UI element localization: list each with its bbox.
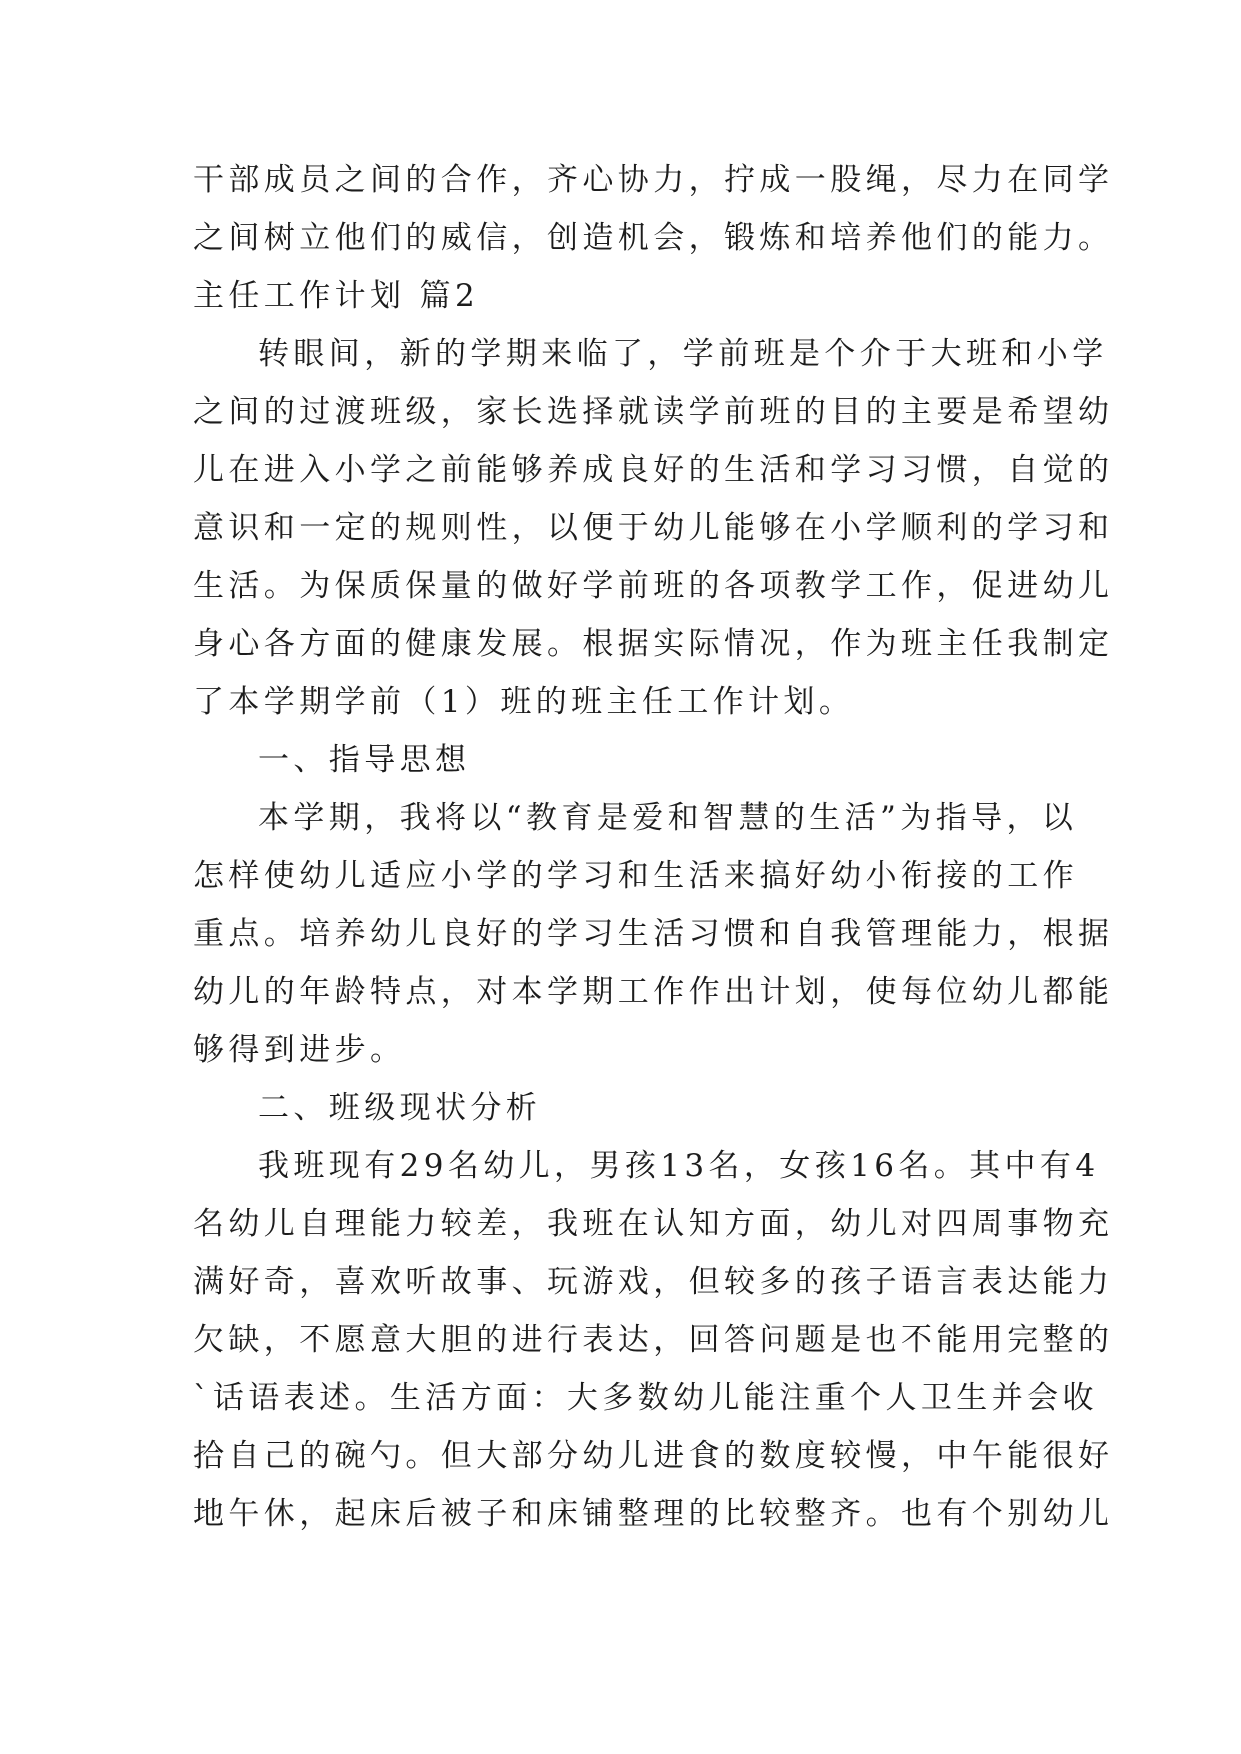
text-line: `话语表述。生活方面：大多数幼儿能注重个人卫生并会收 [193, 1380, 1098, 1416]
text-line: 了本学期学前（1）班的班主任工作计划。 [193, 684, 855, 720]
text-line: 意识和一定的规则性，以便于幼儿能够在小学顺利的学习和 [193, 510, 1114, 546]
subsection-heading: 一、指导思想 [258, 742, 471, 778]
text-line: 身心各方面的健康发展。根据实际情况，作为班主任我制定 [193, 626, 1114, 662]
text-line: 我班现有29名幼儿，男孩13名，女孩16名。其中有4 [258, 1148, 1100, 1184]
text-line: 转眼间，新的学期来临了，学前班是个介于大班和小学 [258, 336, 1108, 372]
text-line: 干部成员之间的合作，齐心协力，拧成一股绳，尽力在同学 [193, 162, 1114, 198]
text-line: 之间树立他们的威信，创造机会，锻炼和培养他们的能力。 [193, 220, 1114, 256]
text-line: 之间的过渡班级，家长选择就读学前班的目的主要是希望幼 [193, 394, 1114, 430]
text-line: 儿在进入小学之前能够养成良好的生活和学习习惯，自觉的 [193, 452, 1114, 488]
text-line: 满好奇，喜欢听故事、玩游戏，但较多的孩子语言表达能力 [193, 1264, 1114, 1300]
subsection-heading: 二、班级现状分析 [258, 1090, 542, 1126]
text-line: 生活。为保质保量的做好学前班的各项教学工作，促进幼儿 [193, 568, 1114, 604]
text-line: 名幼儿自理能力较差，我班在认知方面，幼儿对四周事物充 [193, 1206, 1114, 1242]
text-line: 幼儿的年龄特点，对本学期工作作出计划，使每位幼儿都能 [193, 974, 1114, 1010]
text-line: 够得到进步。 [193, 1032, 406, 1068]
text-line: 重点。培养幼儿良好的学习生活习惯和自我管理能力，根据 [193, 916, 1114, 952]
text-line: 怎样使幼儿适应小学的学习和生活来搞好幼小衔接的工作 [193, 858, 1078, 894]
text-line: 欠缺，不愿意大胆的进行表达，回答问题是也不能用完整的 [193, 1322, 1114, 1358]
text-line: 拾自己的碗勺。但大部分幼儿进食的数度较慢，中午能很好 [193, 1438, 1114, 1474]
text-line: 地午休，起床后被子和床铺整理的比较整齐。也有个别幼儿 [193, 1496, 1114, 1532]
text-line: 本学期，我将以“教育是爱和智慧的生活”为指导，以 [258, 800, 1078, 836]
section-heading: 主任工作计划 篇2 [193, 278, 480, 314]
